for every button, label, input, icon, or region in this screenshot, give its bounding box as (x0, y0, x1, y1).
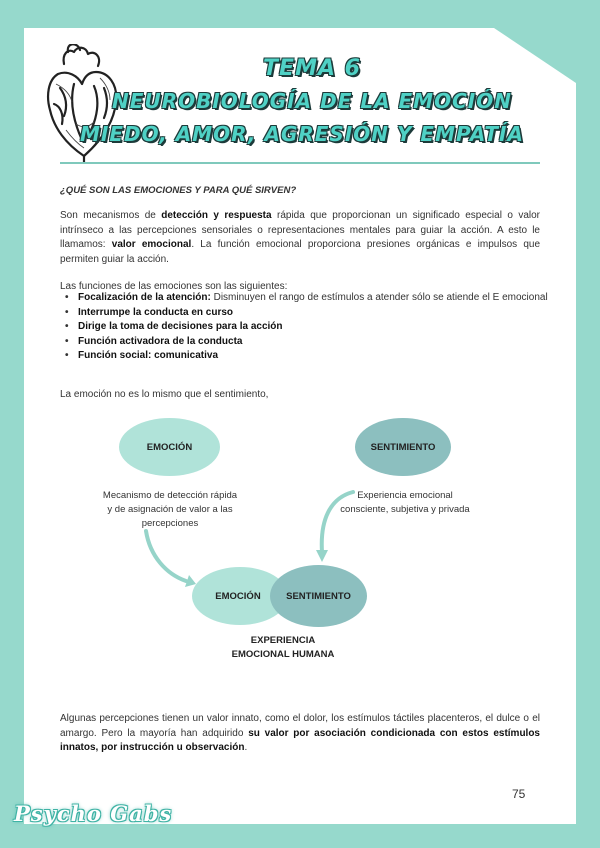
title-topic: TEMA 6 (263, 56, 361, 81)
title-main: NEUROBIOLOGÍA DE LA EMOCIÓN (112, 89, 512, 113)
closing-paragraph: Algunas percepciones tienen un valor innato, como el dolor, los estímulos táctiles placenteros, el dulce o el amargo. Pero la mayoría han adquirido su valor por asociación condicionada con estos estímulos innatos, por instrucción u observación. (60, 713, 540, 753)
feeling-description: Experiencia emocional consciente, subjetiva y privada (340, 490, 470, 515)
list-item: • Interrumpe la conducta en curso (78, 306, 558, 321)
emotion-description: Mecanismo de detección rápida y de asignación de valor a las percepciones (102, 490, 238, 529)
arrow-feeling-to-experience (322, 492, 353, 552)
feeling-oval: SENTIMIENTO (355, 418, 451, 476)
intro-paragraph: Son mecanismos de detección y respuesta rápida que proporcionan un significado especial o valor intrínseco a las percepciones sensoriales o representaciones mentales para guiar la acción. A esto le llamamos: valor emocional. La función emocional proporciona presiones orgánicas e impulsos que permiten guiar la acción. (60, 210, 541, 265)
merged-emotion-oval: EMOCIÓN (192, 567, 288, 625)
functions-intro: Las funciones de las emociones son las siguientes: (60, 281, 288, 292)
list-item: • Función activadora de la conducta (78, 335, 558, 350)
human-emotional-experience: EXPERIENCIA EMOCIONAL HUMANA (231, 635, 335, 660)
page-number: 75 (512, 787, 526, 801)
merged-feeling-oval: SENTIMIENTO (270, 565, 367, 627)
section-question: ¿QUÉ SON LAS EMOCIONES Y PARA QUÉ SIRVEN? (60, 185, 297, 196)
arrow-feeling-head (316, 550, 328, 562)
list-item: • Focalización de la atención: Disminuyen el rango de estímulos a atender sólo se atiende el E emocional (78, 291, 558, 306)
brand-logo: Psycho Gabs (14, 801, 173, 826)
comparison-text: La emoción no es lo mismo que el sentimiento, (60, 389, 269, 400)
arrow-emotion-to-experience (146, 531, 186, 581)
list-item: • Dirige la toma de decisiones para la acción (78, 320, 558, 335)
title-subtopics: MIEDO, AMOR, AGRESIÓN Y EMPATÍA (80, 122, 524, 146)
list-item: • Función social: comunicativa (78, 349, 558, 364)
emotion-oval: EMOCIÓN (119, 418, 220, 476)
